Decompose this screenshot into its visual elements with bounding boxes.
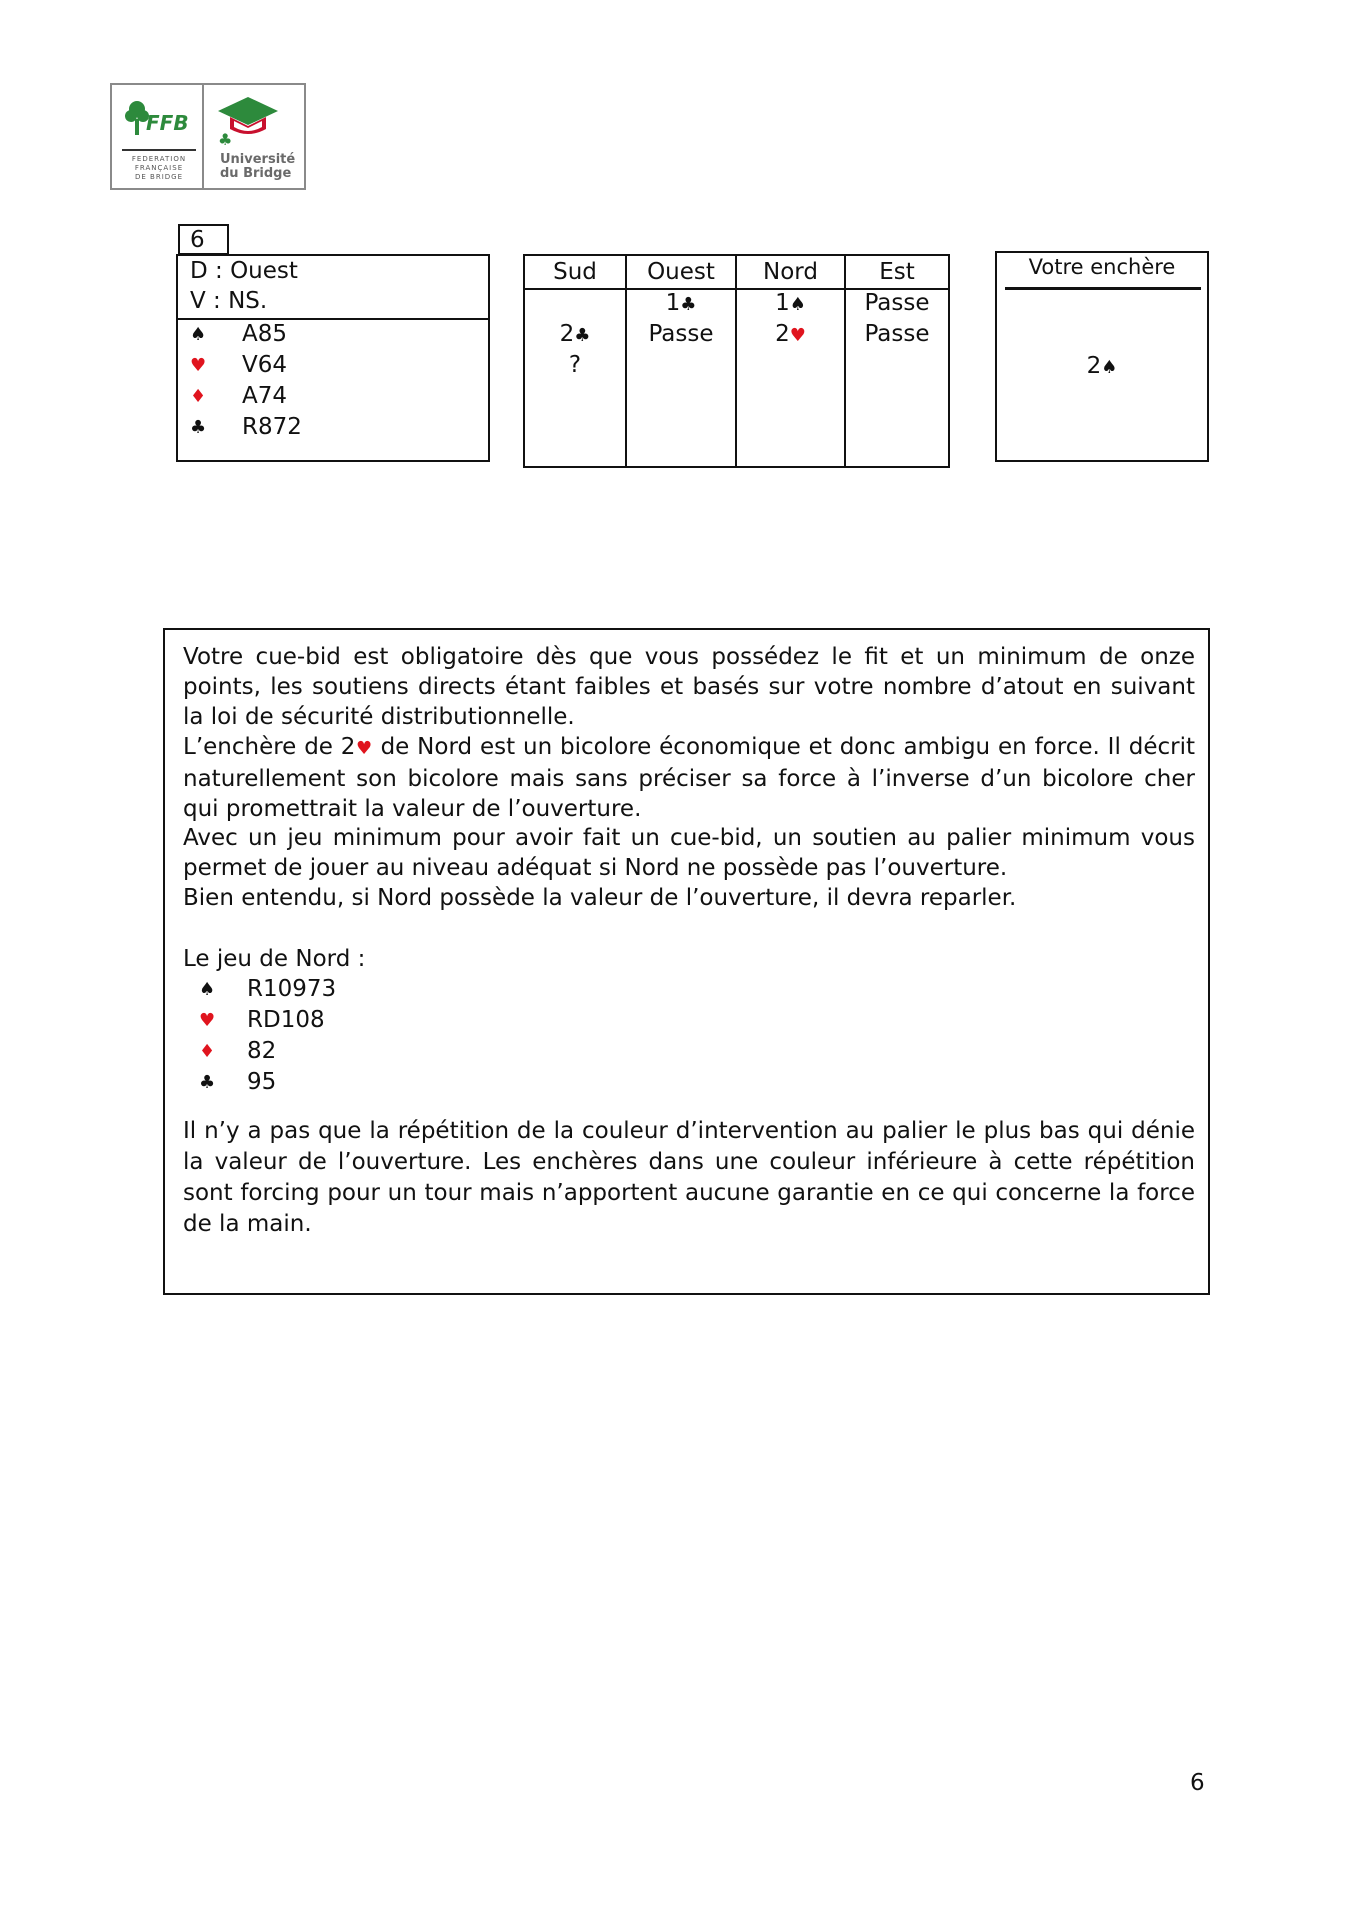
board-info: [176, 254, 490, 462]
column-nord: [737, 256, 844, 466]
column-ouest: [627, 256, 735, 466]
page-number: 6: [1190, 1770, 1205, 1796]
bid-cell: Passe: [864, 290, 930, 316]
club-icon: ♣: [190, 417, 207, 438]
header-ouest: Ouest: [647, 259, 715, 285]
bid-cell: Passe: [648, 321, 714, 347]
spade-icon: ♠: [789, 294, 806, 315]
hand-diamonds: A74: [242, 383, 288, 409]
heart-icon: ♥: [355, 738, 373, 759]
logo-divider: [202, 85, 204, 188]
diamond-icon: ♦: [199, 1041, 216, 1062]
heart-icon: ♥: [199, 1010, 216, 1031]
board-number: 6: [178, 224, 229, 255]
answer-underline: [1005, 287, 1201, 290]
explanation-paragraph-5: Il n’y a pas que la répétition de la couleur d’intervention au palier le plus bas qui dénie la valeur de l’ouverture. Les enchères dans une couleur inférieure à cette répétition sont forcing pour un tour mais n’apportent aucune garantie en ce qui concerne la force de la main.: [183, 1118, 1195, 1237]
spade-icon: ♠: [190, 324, 207, 345]
federation-text: FEDERATION FRANÇAISE DE BRIDGE: [131, 155, 187, 181]
north-hearts: RD108: [247, 1007, 325, 1033]
bid-cell: ?: [568, 352, 582, 378]
board-divider: [178, 318, 488, 320]
logo-rule: [122, 149, 196, 151]
header-sud: Sud: [553, 259, 597, 285]
answer-title: Votre enchère: [1028, 255, 1176, 279]
spade-icon: ♠: [1101, 357, 1118, 378]
bid-cell: 1♣: [665, 290, 697, 316]
dealer: D : Ouest: [190, 258, 298, 284]
hand-spades: A85: [242, 321, 288, 347]
north-spades: R10973: [247, 976, 337, 1002]
column-est: [846, 256, 948, 466]
club-icon: ♣: [680, 294, 697, 315]
explanation-box: [163, 628, 1210, 1295]
club-icon: ♣: [574, 325, 591, 346]
ffb-wordmark: FFB: [146, 111, 189, 135]
club-icon: ♣: [199, 1072, 216, 1093]
universite-text: Université du Bridge: [220, 152, 296, 181]
header-est: Est: [879, 259, 915, 285]
explanation-paragraph-3: Avec un jeu minimum pour avoir fait un cue-bid, un soutien au palier minimum vous permet de jouer au niveau adéquat si Nord ne possède pas l’ouverture.: [183, 825, 1195, 882]
bid-cell: [525, 288, 625, 319]
bidding-table: [523, 254, 950, 468]
graduation-cap-icon: [216, 95, 280, 147]
spade-icon: ♠: [199, 979, 216, 1000]
north-diamonds: 82: [247, 1038, 277, 1064]
explanation-paragraph-1: Votre cue-bid est obligatoire dès que vous possédez le fit et un minimum de onze points, les soutiens directs étant faibles et basés sur votre nombre d’atout en suivant la loi de sécurité distributionnelle.: [183, 644, 1195, 731]
ffb-logo: [110, 83, 306, 190]
bid-cell: 2♥: [775, 321, 806, 347]
explanation-paragraph-2: L’enchère de 2♥ de Nord est un bicolore économique et donc ambigu en force. Il décrit naturellement son bicolore mais sans préciser sa force à l’inverse d’un bicolore cher qui promettrait la valeur de l’ouverture.: [183, 734, 1195, 823]
north-clubs: 95: [247, 1069, 277, 1095]
bid-cell: Passe: [864, 321, 930, 347]
hand-clubs: R872: [242, 414, 302, 440]
heart-icon: ♥: [789, 325, 806, 346]
column-sud: [525, 256, 625, 466]
north-hand-title: Le jeu de Nord :: [183, 946, 366, 972]
bid-cell: 1♠: [775, 290, 806, 316]
answer-bid: 2♠: [1086, 353, 1118, 379]
heart-icon: ♥: [190, 355, 207, 376]
diamond-icon: ♦: [190, 386, 207, 407]
bid-cell: 2♣: [559, 321, 591, 347]
explanation-paragraph-4: Bien entendu, si Nord possède la valeur de l’ouverture, il devra reparler.: [183, 885, 1017, 911]
svg-text:♣: ♣: [218, 130, 233, 147]
vulnerability: V : NS.: [190, 288, 268, 314]
header-nord: Nord: [763, 259, 818, 285]
answer-box: [995, 251, 1209, 462]
hand-hearts: V64: [242, 352, 288, 378]
